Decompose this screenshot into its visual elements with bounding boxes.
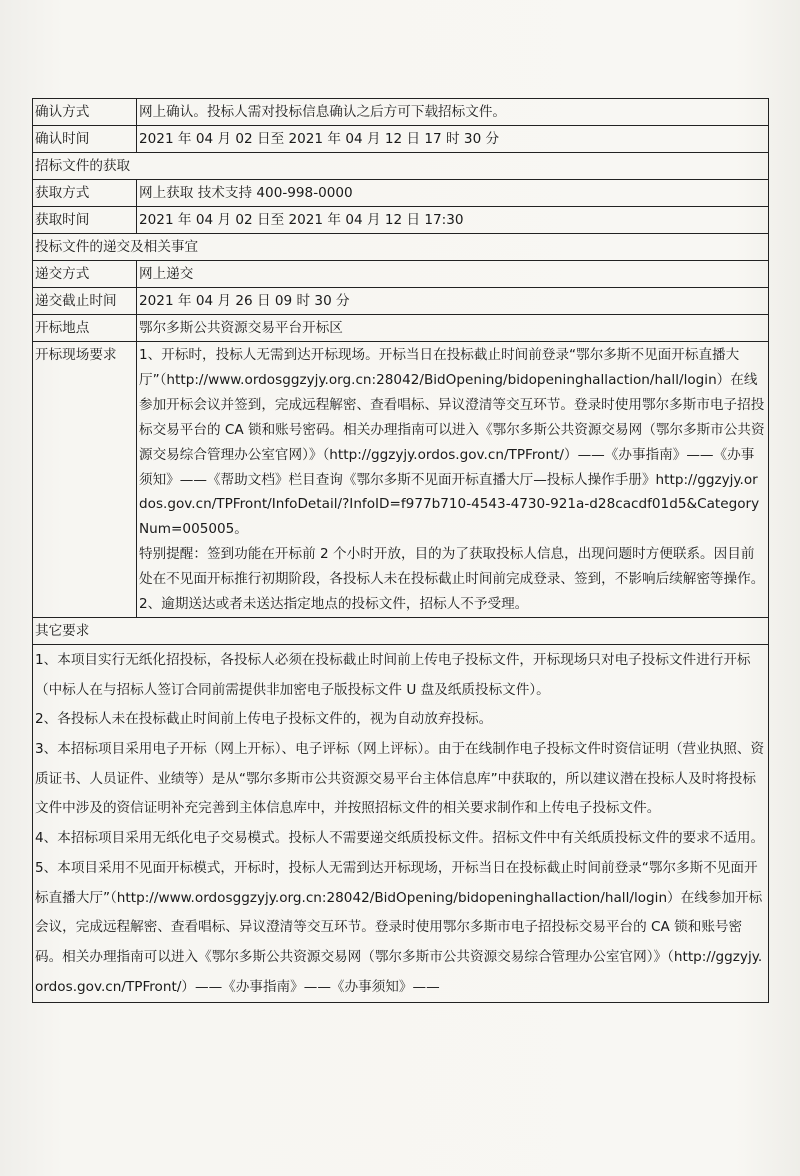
confirm-time-value: 2021 年 04 月 02 日至 2021 年 04 月 12 日 17 时 30 分: [137, 126, 769, 153]
submit-section-row: [33, 234, 769, 261]
deadline-label: 递交截止时间: [33, 288, 137, 315]
confirm-method-row: [33, 99, 769, 126]
other-item-2: 2、各投标人未在投标截止时间前上传电子投标文件的，视为自动放弃投标。: [35, 711, 493, 728]
other-section-row: [33, 617, 769, 644]
other-section-heading: 其它要求: [33, 617, 769, 644]
acquire-section-row: [33, 153, 769, 180]
confirm-method-label: 确认方式: [33, 99, 137, 126]
onsite-paragraph-2: 2、逾期送达或者未送达指定地点的投标文件，招标人不予受理。: [139, 596, 529, 613]
opening-place-row: [33, 315, 769, 342]
acquire-time-row: [33, 207, 769, 234]
other-requirements-text: [33, 644, 769, 1002]
acquire-method-value: 网上获取 技术支持 400-998-0000: [137, 180, 769, 207]
deadline-row: [33, 288, 769, 315]
onsite-requirements-label: 开标现场要求: [33, 342, 137, 618]
opening-place-label: 开标地点: [33, 315, 137, 342]
submit-section-heading: 投标文件的递交及相关事宜: [33, 234, 769, 261]
confirm-time-row: [33, 126, 769, 153]
submit-method-value: 网上递交: [137, 261, 769, 288]
onsite-paragraph-1: 1、开标时，投标人无需到达开标现场。开标当日在投标截止时间前登录“鄂尔多斯不见面开标直播大厅”（http://www.ordosggzyjy.org.cn:28042/BidOpening/bidopeninghallaction/hall/login）在线参加开标会议并签到，完成远程解密、查看唱标、异议澄清等交互环节。登录时使用鄂尔多斯市电子招投标交易平台的 CA 锁和账号密码。相关办理指南可以进入《鄂尔多斯公共资源交易网（鄂尔多斯市公共资源交易综合管理办公室官网）》（http://ggzyjy.ordos.gov.cn/TPFront/）——《办事指南》——《办事须知》——《帮助文档》栏目查询《鄂尔多斯不见面开标直播大厅—投标人操作手册》http://ggzyjy.ordos.gov.cn/TPFront/InfoDetail/?InfoID=f977b710-4543-4730-921a-d28cacdf01d5&CategoryNum=005005。: [139, 347, 765, 538]
other-item-4: 4、本招标项目采用无纸化电子交易模式。投标人不需要递交纸质投标文件。招标文件中有关纸质投标文件的要求不适用。: [35, 830, 765, 847]
submit-method-label: 递交方式: [33, 261, 137, 288]
onsite-requirements-text: [137, 342, 769, 618]
opening-place-value: 鄂尔多斯公共资源交易平台开标区: [137, 315, 769, 342]
confirm-time-label: 确认时间: [33, 126, 137, 153]
tender-info-table: [32, 98, 769, 1003]
acquire-method-label: 获取方式: [33, 180, 137, 207]
onsite-reminder-paragraph: 特别提醒：签到功能在开标前 2 个小时开放，目的为了获取投标人信息，出现问题时方便联系。因目前处在不见面开标推行初期阶段，各投标人未在投标截止时间前完成登录、签到，不影响后续解密等操作。: [139, 546, 765, 588]
onsite-requirements-row: [33, 342, 769, 618]
other-requirements-row: [33, 644, 769, 1002]
confirm-method-value: 网上确认。投标人需对投标信息确认之后方可下载招标文件。: [137, 99, 769, 126]
acquire-method-row: [33, 180, 769, 207]
acquire-section-heading: 招标文件的获取: [33, 153, 769, 180]
deadline-value: 2021 年 04 月 26 日 09 时 30 分: [137, 288, 769, 315]
other-item-1: 1、本项目实行无纸化招投标，各投标人必须在投标截止时间前上传电子投标文件，开标现场只对电子投标文件进行开标（中标人在与招标人签订合同前需提供非加密电子版投标文件 U 盘及纸质投标文件）。: [35, 651, 751, 698]
acquire-time-value: 2021 年 04 月 02 日至 2021 年 04 月 12 日 17:30: [137, 207, 769, 234]
other-item-5: 5、本项目采用不见面开标模式，开标时，投标人无需到达开标现场，开标当日在投标截止时间前登录“鄂尔多斯不见面开标直播大厅”（http://www.ordosggzyjy.org.cn:28042/BidOpening/bidopeninghallaction/hall/login）在线参加开标会议，完成远程解密、查看唱标、异议澄清等交互环节。登录时使用鄂尔多斯市电子招投标交易平台的 CA 锁和账号密码。相关办理指南可以进入《鄂尔多斯公共资源交易网（鄂尔多斯市公共资源交易综合管理办公室官网）》（http://ggzyjy.ordos.gov.cn/TPFront/）——《办事指南》——《办事须知》——: [35, 859, 763, 995]
acquire-time-label: 获取时间: [33, 207, 137, 234]
submit-method-row: [33, 261, 769, 288]
other-item-3: 3、本招标项目采用电子开标（网上开标）、电子评标（网上评标）。由于在线制作电子投标文件时资信证明（营业执照、资质证书、人员证件、业绩等）是从“鄂尔多斯市公共资源交易平台主体信息库”中获取的，所以建议潜在投标人及时将投标文件中涉及的资信证明补充完善到主体信息库中，并按照招标文件的相关要求制作和上传电子投标文件。: [35, 741, 765, 817]
